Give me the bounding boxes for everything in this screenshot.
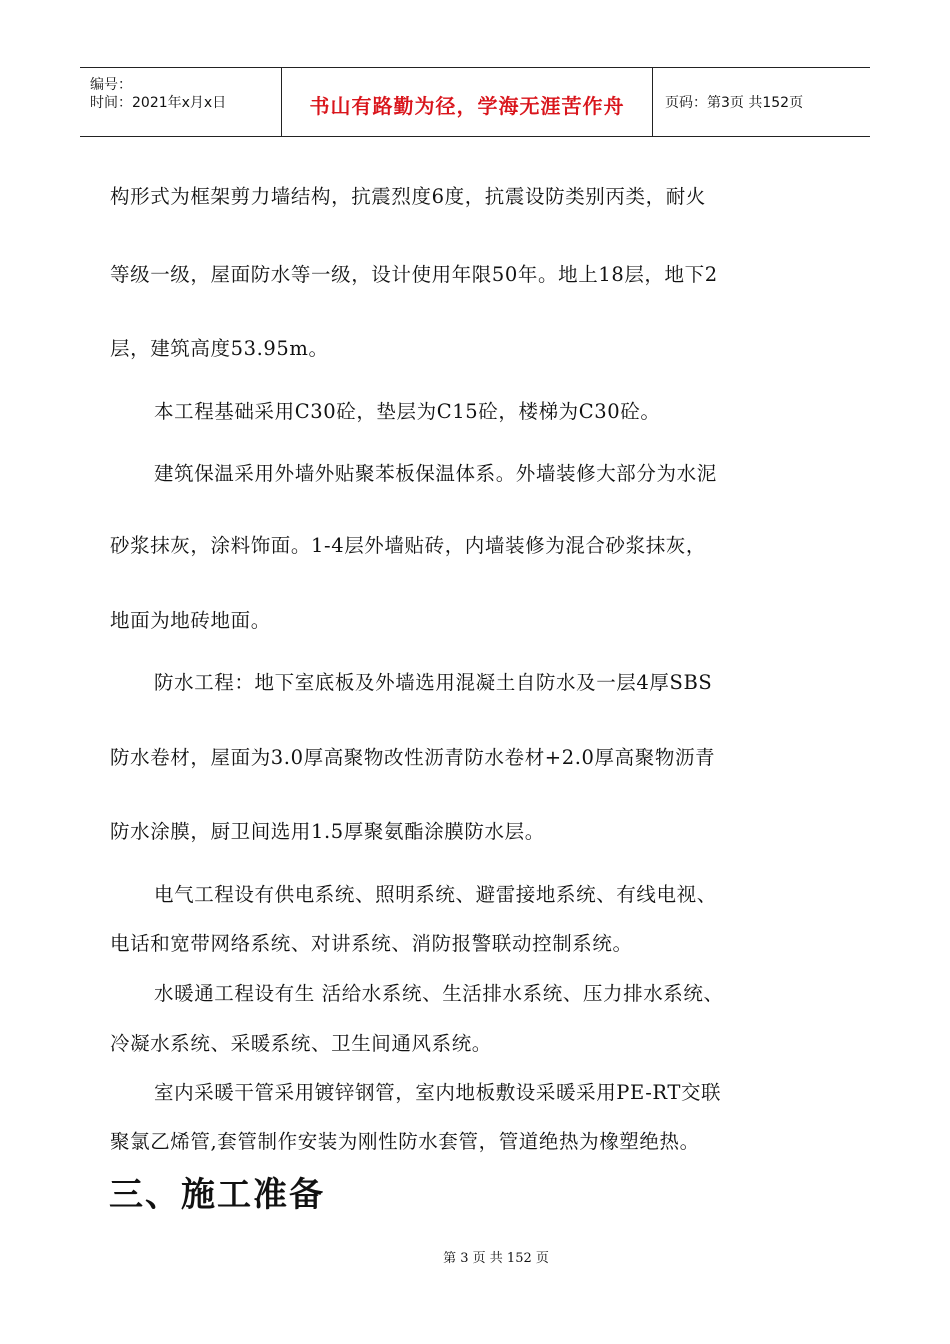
body-line: 砂浆抹灰，涂料饰面。1-4层外墙贴砖，内墙装修为混合砂浆抹灰，	[110, 534, 707, 557]
body-line: 防水卷材，屋面为3.0厚高聚物改性沥青防水卷材+2.0厚高聚物沥青	[110, 746, 716, 769]
body-line: 电话和宽带网络系统、对讲系统、消防报警联动控制系统。	[110, 932, 633, 955]
header-page-cell	[653, 68, 870, 136]
body-line: 层，建筑高度53.95m。	[110, 337, 329, 360]
body-line: 聚氯乙烯管,套管制作安装为刚性防水套管，管道绝热为橡塑绝热。	[110, 1130, 700, 1153]
body-line: 等级一级，屋面防水等一级，设计使用年限50年。地上18层，地下2	[110, 263, 718, 286]
section-heading: 三、施工准备	[109, 1175, 325, 1215]
body-line: 电气工程设有供电系统、照明系统、避雷接地系统、有线电视、	[154, 883, 717, 906]
body-line: 本工程基础采用C30砼，垫层为C15砼，楼梯为C30砼。	[154, 400, 661, 423]
header-motto-cell	[282, 68, 653, 136]
page-footer	[0, 1247, 950, 1266]
document-number-label: 编号：	[90, 77, 132, 93]
body-line: 构形式为框架剪力墙结构，抗震烈度6度，抗震设防类别丙类，耐火	[110, 185, 706, 208]
page-header	[80, 67, 870, 137]
body-line: 室内采暖干管采用镀锌钢管，室内地板敷设采暖采用PE-RT交联	[154, 1081, 722, 1104]
body-line: 水暖通工程设有生 活给水系统、生活排水系统、压力排水系统、	[154, 982, 724, 1005]
body-line: 建筑保温采用外墙外贴聚苯板保温体系。外墙装修大部分为水泥	[154, 462, 717, 485]
body-line: 防水涂膜，厨卫间选用1.5厚聚氨酯涂膜防水层。	[110, 820, 545, 843]
body-line: 防水工程：地下室底板及外墙选用混凝土自防水及一层4厚SBS	[154, 671, 713, 694]
header-motto: 书山有路勤为径，学海无涯苦作舟	[309, 93, 625, 118]
footer-page-number: 第 3 页 共 152 页	[443, 1251, 549, 1266]
header-page-number: 页码：第3页 共152页	[665, 95, 804, 111]
document-date-label: 时间：2021年x月x日	[90, 95, 227, 111]
body-line: 冷凝水系统、采暖系统、卫生间通风系统。	[110, 1032, 492, 1055]
body-line: 地面为地砖地面。	[110, 609, 271, 632]
header-meta-cell	[80, 68, 282, 136]
